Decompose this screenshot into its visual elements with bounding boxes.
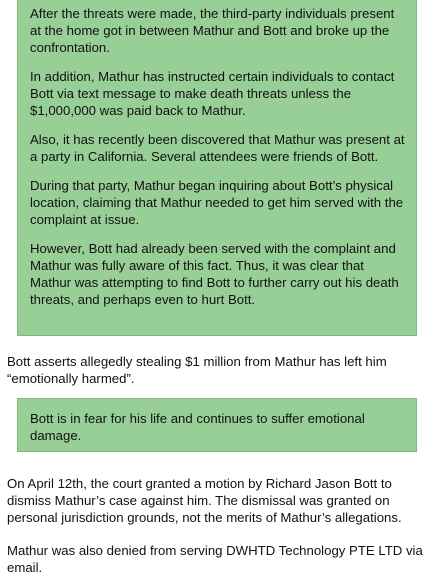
quote-paragraph: However, Bott had already been served with the complaint and Mathur was fully aware of this fact. Thus, it was clear that Mathur was attempting to find Bott to further carry out his death threats, and perhaps even to hurt Bott. xyxy=(30,241,399,307)
blockquote-fear xyxy=(17,398,417,452)
blockquote-threats xyxy=(17,0,417,336)
quote-paragraph: During that party, Mathur began inquiring about Bott’s physical location, claiming that Mathur needed to get him served with the complaint at issue. xyxy=(30,178,404,227)
quote-paragraph: After the threats were made, the third-party individuals present at the home got in between Mathur and Bott and broke up the confrontation. xyxy=(30,6,395,55)
quote-paragraph: In addition, Mathur has instructed certain individuals to contact Bott via text message to make death threats unless the $1,000,000 was paid back to Mathur. xyxy=(30,69,395,118)
body-paragraph-emotional-harm: Bott asserts allegedly stealing $1 million from Mathur has left him “emotionally harmed”. xyxy=(7,354,387,386)
quote-paragraph: Also, it has recently been discovered that Mathur was present at a party in California. Several attendees were friends of Bott. xyxy=(30,132,405,164)
body-paragraph-dismissal: On April 12th, the court granted a motion by Richard Jason Bott to dismiss Mathur’s case against him. The dismissal was granted on personal jurisdiction grounds, not the merits of Mathur’s allegations. xyxy=(7,476,402,525)
quote-paragraph: Bott is in fear for his life and continues to suffer emotional damage. xyxy=(30,411,365,443)
body-paragraph-service-denied: Mathur was also denied from serving DWHTD Technology PTE LTD via email. xyxy=(7,543,423,575)
